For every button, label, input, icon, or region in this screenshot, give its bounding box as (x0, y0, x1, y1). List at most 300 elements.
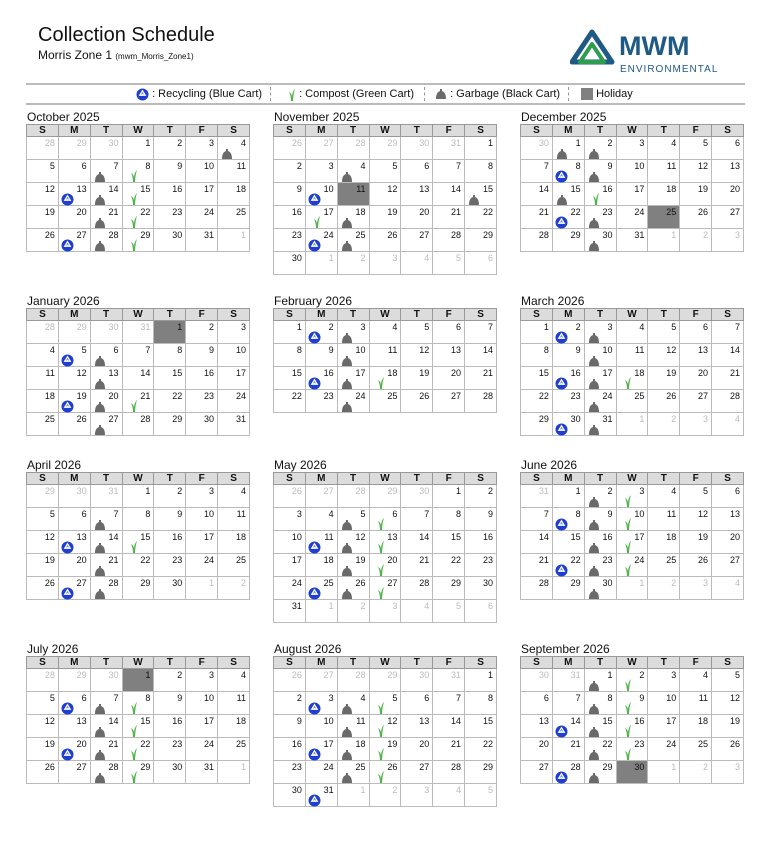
day-number: 18 (235, 184, 246, 194)
day-number: 1 (145, 670, 151, 680)
calendar-day (401, 577, 433, 600)
calendar-day (58, 344, 90, 367)
day-number: 17 (602, 368, 613, 378)
calendar-day (305, 160, 337, 183)
calendar-day (337, 344, 369, 367)
calendar-day (616, 229, 648, 252)
legend-compost-label: : Compost (Green Cart) (299, 88, 414, 100)
day-number: 28 (140, 414, 151, 424)
recycling-icon (555, 771, 568, 789)
day-number: 21 (108, 555, 119, 565)
calendar-day (186, 344, 218, 367)
calendar-day (433, 160, 465, 183)
day-number: 6 (543, 693, 549, 703)
weekday-header: T (337, 125, 369, 137)
weekday-header: S (521, 657, 553, 669)
day-number: 12 (729, 693, 740, 703)
calendar-day (616, 344, 648, 367)
calendar-day (433, 508, 465, 531)
day-number: 29 (387, 486, 398, 496)
calendar-day (680, 367, 712, 390)
calendar-day (521, 160, 553, 183)
month-title: December 2025 (521, 110, 607, 124)
calendar-day (122, 761, 154, 784)
calendar-day (521, 738, 553, 761)
calendar-day (369, 508, 401, 531)
day-number: 26 (76, 414, 87, 424)
calendar-day (369, 761, 401, 784)
weekday-header: W (369, 309, 401, 321)
calendar-day (552, 229, 584, 252)
calendar-day (584, 413, 616, 436)
weekday-header: W (122, 309, 154, 321)
calendar-day (465, 137, 497, 160)
calendar-day (369, 390, 401, 413)
legend-garbage (435, 87, 560, 101)
weekday-header: W (616, 125, 648, 137)
adjacent-month-day (305, 600, 337, 623)
calendar-day (122, 577, 154, 600)
day-number: 14 (538, 532, 549, 542)
day-number: 5 (456, 601, 462, 611)
day-number: 24 (355, 391, 366, 401)
calendar-day (186, 206, 218, 229)
day-number: 5 (360, 509, 366, 519)
adjacent-month-day (401, 137, 433, 160)
calendar-day (337, 367, 369, 390)
day-number: 23 (291, 762, 302, 772)
adjacent-month-day (680, 413, 712, 436)
day-number: 29 (172, 414, 183, 424)
adjacent-month-day (337, 669, 369, 692)
calendar-day (186, 715, 218, 738)
day-number: 8 (177, 345, 183, 355)
legend-recycling (136, 87, 262, 101)
calendar-day (58, 390, 90, 413)
day-number: 18 (323, 555, 334, 565)
weekday-header: W (122, 657, 154, 669)
calendar-day (584, 738, 616, 761)
calendar-day (465, 577, 497, 600)
calendar-day (584, 137, 616, 160)
calendar-day (90, 390, 122, 413)
month-calendar (273, 642, 497, 807)
calendar-day (337, 206, 369, 229)
calendar-day (154, 344, 186, 367)
calendar-day (122, 390, 154, 413)
calendar-day (305, 738, 337, 761)
calendar-grid (26, 656, 250, 784)
calendar-day (305, 715, 337, 738)
calendar-day (552, 554, 584, 577)
adjacent-month-day (90, 485, 122, 508)
calendar-day (552, 692, 584, 715)
calendar-day (465, 715, 497, 738)
day-number: 30 (538, 670, 549, 680)
weekday-header: F (680, 657, 712, 669)
calendar-day (648, 508, 680, 531)
day-number: 21 (451, 739, 462, 749)
day-number: 5 (456, 253, 462, 263)
calendar-day (154, 738, 186, 761)
day-number: 3 (639, 138, 645, 148)
weekday-header: T (337, 473, 369, 485)
day-number: 19 (698, 532, 709, 542)
calendar-day (712, 321, 744, 344)
calendar-day (337, 761, 369, 784)
day-number: 28 (44, 138, 55, 148)
day-number: 11 (356, 716, 366, 726)
day-number: 2 (392, 785, 398, 795)
calendar-day (122, 183, 154, 206)
day-number: 16 (204, 368, 215, 378)
calendar-day (401, 715, 433, 738)
calendar-day (648, 137, 680, 160)
day-number: 29 (140, 230, 151, 240)
weekday-header: F (186, 309, 218, 321)
day-number: 5 (734, 670, 740, 680)
day-number: 7 (113, 161, 119, 171)
garbage-bag-icon (435, 88, 447, 100)
calendar-day (337, 715, 369, 738)
day-number: 4 (240, 670, 246, 680)
calendar-day (27, 367, 59, 390)
calendar-day (712, 367, 744, 390)
day-number: 4 (703, 670, 709, 680)
calendar-day (154, 485, 186, 508)
weekday-header: T (154, 473, 186, 485)
calendar-day (584, 577, 616, 600)
calendar-day (616, 160, 648, 183)
day-number: 5 (703, 138, 709, 148)
day-number: 20 (729, 532, 740, 542)
calendar-day (465, 738, 497, 761)
calendar-day (58, 554, 90, 577)
day-number: 16 (602, 184, 613, 194)
calendar-day (401, 738, 433, 761)
day-number: 19 (729, 716, 740, 726)
calendar-day (58, 692, 90, 715)
day-number: 18 (355, 739, 366, 749)
weekday-header: T (584, 657, 616, 669)
day-number: 10 (204, 161, 215, 171)
weekday-header: F (433, 309, 465, 321)
calendar-day (584, 344, 616, 367)
holiday-swatch-icon (581, 88, 593, 100)
day-number: 2 (240, 578, 246, 588)
day-number: 12 (44, 532, 55, 542)
day-number: 14 (140, 368, 151, 378)
calendar-day (27, 508, 59, 531)
calendar-day (433, 738, 465, 761)
calendar-day (154, 554, 186, 577)
calendar-day (401, 367, 433, 390)
calendar-day (680, 508, 712, 531)
calendar-day (521, 577, 553, 600)
calendar-day (616, 183, 648, 206)
day-number: 11 (388, 345, 398, 355)
adjacent-month-day (122, 321, 154, 344)
adjacent-month-day (337, 252, 369, 275)
day-number: 4 (360, 693, 366, 703)
day-number: 6 (487, 253, 493, 263)
day-number: 4 (360, 161, 366, 171)
adjacent-month-day (648, 577, 680, 600)
calendar-day (369, 367, 401, 390)
garbage-bag-icon (588, 239, 600, 257)
day-number: 13 (419, 716, 430, 726)
day-number: 18 (666, 532, 677, 542)
day-number: 26 (44, 230, 55, 240)
day-number: 1 (328, 253, 334, 263)
day-number: 18 (235, 716, 246, 726)
day-number: 24 (204, 739, 215, 749)
weekday-header: S (27, 657, 59, 669)
day-number: 10 (323, 184, 334, 194)
calendar-day (90, 413, 122, 436)
garbage-bag-icon (94, 239, 106, 257)
day-number: 2 (607, 138, 613, 148)
calendar-day (584, 206, 616, 229)
day-number: 20 (698, 368, 709, 378)
page-title: Collection Schedule (38, 24, 215, 46)
calendar-day (218, 738, 250, 761)
day-number: 6 (392, 509, 398, 519)
calendar-day (369, 229, 401, 252)
weekday-header: T (648, 473, 680, 485)
adjacent-month-day (712, 761, 744, 784)
calendar-day (305, 344, 337, 367)
calendar-day (433, 577, 465, 600)
adjacent-month-day (465, 784, 497, 807)
day-number: 24 (602, 391, 613, 401)
calendar-day (401, 206, 433, 229)
adjacent-month-day (218, 577, 250, 600)
calendar-day (218, 531, 250, 554)
day-number: 27 (729, 207, 740, 217)
day-number: 20 (538, 739, 549, 749)
calendar-day (433, 485, 465, 508)
day-number: 2 (328, 322, 334, 332)
calendar-day (218, 206, 250, 229)
calendar-day (58, 160, 90, 183)
calendar-day (369, 554, 401, 577)
calendar-day (552, 413, 584, 436)
adjacent-month-day (401, 252, 433, 275)
calendar-day (401, 692, 433, 715)
calendar-day (401, 390, 433, 413)
day-number: 26 (387, 762, 398, 772)
weekday-header: S (465, 125, 497, 137)
calendar-day (122, 160, 154, 183)
day-number: 23 (482, 555, 493, 565)
weekday-header: M (552, 125, 584, 137)
weekday-header: M (58, 309, 90, 321)
calendar-day (712, 715, 744, 738)
calendar-day (154, 531, 186, 554)
weekday-header: S (274, 473, 306, 485)
day-number: 5 (671, 322, 677, 332)
day-number: 23 (602, 207, 613, 217)
calendar-day (186, 183, 218, 206)
weekday-header: S (465, 309, 497, 321)
day-number: 15 (291, 368, 302, 378)
calendar-day (521, 508, 553, 531)
calendar-day (337, 738, 369, 761)
day-number: 14 (108, 532, 119, 542)
weekday-header: M (58, 473, 90, 485)
day-number: 28 (570, 762, 581, 772)
day-number: 14 (108, 716, 119, 726)
month-calendar (26, 458, 250, 600)
day-number: 9 (328, 345, 334, 355)
weekday-header: M (58, 657, 90, 669)
calendar-day (186, 531, 218, 554)
calendar-day (218, 413, 250, 436)
day-number: 30 (108, 322, 119, 332)
calendar-day (648, 183, 680, 206)
day-number: 11 (236, 509, 246, 519)
day-number: 9 (177, 161, 183, 171)
calendar-day (154, 715, 186, 738)
day-number: 16 (602, 532, 613, 542)
day-number: 3 (607, 322, 613, 332)
day-number: 6 (81, 161, 87, 171)
garbage-bag-icon (588, 587, 600, 605)
adjacent-month-day (433, 137, 465, 160)
weekday-header: F (680, 309, 712, 321)
calendar-day (616, 206, 648, 229)
calendar-day (401, 761, 433, 784)
day-number: 3 (392, 253, 398, 263)
day-number: 24 (634, 207, 645, 217)
day-number: 31 (323, 785, 334, 795)
day-number: 1 (607, 670, 613, 680)
day-number: 26 (44, 762, 55, 772)
adjacent-month-day (680, 761, 712, 784)
day-number: 7 (575, 693, 581, 703)
calendar-day (680, 554, 712, 577)
day-number: 14 (570, 716, 581, 726)
day-number: 30 (76, 486, 87, 496)
calendar-day (433, 692, 465, 715)
month-calendar (273, 294, 497, 413)
calendar-day (218, 390, 250, 413)
day-number: 1 (671, 762, 677, 772)
day-number: 20 (76, 739, 87, 749)
calendar-day (27, 738, 59, 761)
calendar-day (122, 738, 154, 761)
weekday-header: S (27, 309, 59, 321)
calendar-day (584, 761, 616, 784)
adjacent-month-day (369, 485, 401, 508)
calendar-day (218, 367, 250, 390)
day-number: 6 (487, 601, 493, 611)
day-number: 25 (355, 762, 366, 772)
day-number: 27 (323, 670, 334, 680)
day-number: 31 (140, 322, 151, 332)
legend-compost (288, 87, 414, 101)
day-number: 3 (424, 785, 430, 795)
day-number: 18 (666, 184, 677, 194)
weekday-header: T (401, 473, 433, 485)
calendar-day (274, 160, 306, 183)
day-number: 2 (703, 762, 709, 772)
calendar-day (274, 715, 306, 738)
day-number: 7 (113, 509, 119, 519)
calendar-day (465, 321, 497, 344)
calendar-day (274, 738, 306, 761)
day-number: 9 (177, 509, 183, 519)
compost-icon (130, 238, 138, 256)
garbage-bag-icon (94, 587, 106, 605)
calendar-day (58, 577, 90, 600)
calendar-day (465, 183, 497, 206)
month-title: April 2026 (27, 458, 82, 472)
weekday-header: T (648, 657, 680, 669)
day-number: 21 (538, 555, 549, 565)
calendar-day (274, 183, 306, 206)
calendar-day (521, 344, 553, 367)
calendar-day (712, 206, 744, 229)
day-number: 27 (76, 230, 87, 240)
day-number: 4 (49, 345, 55, 355)
day-number: 16 (323, 368, 334, 378)
adjacent-month-day (337, 784, 369, 807)
calendar-day (401, 183, 433, 206)
calendar-day (521, 206, 553, 229)
day-number: 14 (729, 345, 740, 355)
calendar-day (712, 692, 744, 715)
garbage-bag-icon (588, 771, 600, 789)
calendar-day (154, 229, 186, 252)
day-number: 5 (392, 693, 398, 703)
day-number: 11 (635, 345, 645, 355)
day-number: 8 (487, 161, 493, 171)
day-number: 29 (482, 230, 493, 240)
month-calendar (26, 642, 250, 784)
day-number: 12 (698, 509, 709, 519)
day-number: 19 (44, 555, 55, 565)
day-number: 1 (360, 785, 366, 795)
day-number: 27 (76, 762, 87, 772)
day-number: 28 (355, 486, 366, 496)
day-number: 2 (671, 578, 677, 588)
day-number: 2 (639, 670, 645, 680)
adjacent-month-day (27, 485, 59, 508)
weekday-header: T (90, 309, 122, 321)
weekday-header: S (274, 309, 306, 321)
calendar-day (648, 554, 680, 577)
calendar-day (154, 413, 186, 436)
adjacent-month-day (27, 321, 59, 344)
adjacent-month-day (186, 577, 218, 600)
calendar-day (712, 669, 744, 692)
calendar-day (552, 321, 584, 344)
calendar-day (154, 508, 186, 531)
day-number: 7 (543, 161, 549, 171)
adjacent-month-day (90, 321, 122, 344)
day-number: 1 (145, 138, 151, 148)
calendar-grid (273, 656, 497, 807)
calendar-day (616, 367, 648, 390)
day-number: 10 (204, 693, 215, 703)
day-number: 25 (634, 391, 645, 401)
day-number: 6 (424, 693, 430, 703)
adjacent-month-day (712, 577, 744, 600)
day-number: 11 (356, 184, 366, 194)
day-number: 7 (734, 322, 740, 332)
